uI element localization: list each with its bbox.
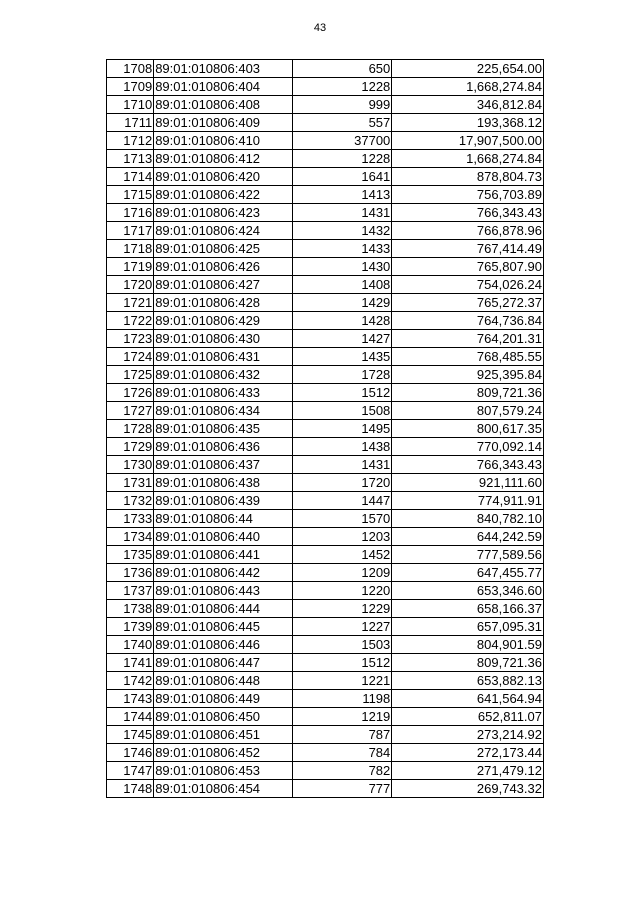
value-cell: 764,736.84 <box>392 312 544 330</box>
cadastral-number-cell: 89:01:010806:430 <box>154 330 293 348</box>
table-row <box>107 168 544 186</box>
value-cell: 764,201.31 <box>392 330 544 348</box>
table-row <box>107 636 544 654</box>
row-number-cell: 1723 <box>107 330 154 348</box>
row-number-cell: 1710 <box>107 96 154 114</box>
row-number-cell: 1713 <box>107 150 154 168</box>
area-cell: 1430 <box>292 258 391 276</box>
cadastral-number-cell: 89:01:010806:447 <box>154 654 293 672</box>
value-cell: 921,111.60 <box>392 474 544 492</box>
table-row <box>107 258 544 276</box>
cadastral-number-cell: 89:01:010806:438 <box>154 474 293 492</box>
row-number-cell: 1735 <box>107 546 154 564</box>
value-cell: 1,668,274.84 <box>392 150 544 168</box>
area-cell: 1452 <box>292 546 391 564</box>
cadastral-number-cell: 89:01:010806:408 <box>154 96 293 114</box>
value-cell: 272,173.44 <box>392 744 544 762</box>
row-number-cell: 1708 <box>107 60 154 78</box>
table-row <box>107 564 544 582</box>
area-cell: 1433 <box>292 240 391 258</box>
value-cell: 225,654.00 <box>392 60 544 78</box>
table-row <box>107 384 544 402</box>
page-number: 43 <box>313 22 327 34</box>
data-table <box>106 59 544 798</box>
table-row <box>107 294 544 312</box>
value-cell: 777,589.56 <box>392 546 544 564</box>
row-number-cell: 1736 <box>107 564 154 582</box>
area-cell: 1438 <box>292 438 391 456</box>
area-cell: 782 <box>292 762 391 780</box>
cadastral-number-cell: 89:01:010806:444 <box>154 600 293 618</box>
area-cell: 1229 <box>292 600 391 618</box>
area-cell: 1429 <box>292 294 391 312</box>
row-number-cell: 1716 <box>107 204 154 222</box>
area-cell: 1512 <box>292 384 391 402</box>
row-number-cell: 1731 <box>107 474 154 492</box>
table-row <box>107 510 544 528</box>
value-cell: 754,026.24 <box>392 276 544 294</box>
area-cell: 787 <box>292 726 391 744</box>
table-row <box>107 240 544 258</box>
row-number-cell: 1721 <box>107 294 154 312</box>
table-row <box>107 546 544 564</box>
value-cell: 765,807.90 <box>392 258 544 276</box>
cadastral-number-cell: 89:01:010806:434 <box>154 402 293 420</box>
value-cell: 766,343.43 <box>392 456 544 474</box>
cadastral-number-cell: 89:01:010806:433 <box>154 384 293 402</box>
row-number-cell: 1745 <box>107 726 154 744</box>
table-body <box>107 60 544 798</box>
value-cell: 878,804.73 <box>392 168 544 186</box>
area-cell: 1432 <box>292 222 391 240</box>
area-cell: 784 <box>292 744 391 762</box>
value-cell: 653,882.13 <box>392 672 544 690</box>
value-cell: 647,455.77 <box>392 564 544 582</box>
table-row <box>107 186 544 204</box>
area-cell: 1435 <box>292 348 391 366</box>
row-number-cell: 1741 <box>107 654 154 672</box>
row-number-cell: 1748 <box>107 780 154 798</box>
cadastral-number-cell: 89:01:010806:420 <box>154 168 293 186</box>
cadastral-number-cell: 89:01:010806:423 <box>154 204 293 222</box>
table-row <box>107 492 544 510</box>
cadastral-number-cell: 89:01:010806:454 <box>154 780 293 798</box>
cadastral-number-cell: 89:01:010806:425 <box>154 240 293 258</box>
row-number-cell: 1734 <box>107 528 154 546</box>
table-row <box>107 402 544 420</box>
table-row <box>107 690 544 708</box>
table-row <box>107 438 544 456</box>
row-number-cell: 1732 <box>107 492 154 510</box>
area-cell: 37700 <box>292 132 391 150</box>
area-cell: 1228 <box>292 78 391 96</box>
row-number-cell: 1733 <box>107 510 154 528</box>
cadastral-number-cell: 89:01:010806:412 <box>154 150 293 168</box>
cadastral-number-cell: 89:01:010806:452 <box>154 744 293 762</box>
area-cell: 1228 <box>292 150 391 168</box>
row-number-cell: 1727 <box>107 402 154 420</box>
value-cell: 644,242.59 <box>392 528 544 546</box>
cadastral-number-cell: 89:01:010806:424 <box>154 222 293 240</box>
cadastral-number-cell: 89:01:010806:448 <box>154 672 293 690</box>
value-cell: 17,907,500.00 <box>392 132 544 150</box>
cadastral-number-cell: 89:01:010806:432 <box>154 366 293 384</box>
area-cell: 1641 <box>292 168 391 186</box>
cadastral-number-cell: 89:01:010806:431 <box>154 348 293 366</box>
row-number-cell: 1712 <box>107 132 154 150</box>
area-cell: 1413 <box>292 186 391 204</box>
table-row <box>107 474 544 492</box>
cadastral-number-cell: 89:01:010806:449 <box>154 690 293 708</box>
area-cell: 1408 <box>292 276 391 294</box>
area-cell: 1720 <box>292 474 391 492</box>
area-cell: 557 <box>292 114 391 132</box>
value-cell: 273,214.92 <box>392 726 544 744</box>
area-cell: 1431 <box>292 204 391 222</box>
value-cell: 269,743.32 <box>392 780 544 798</box>
cadastral-number-cell: 89:01:010806:443 <box>154 582 293 600</box>
value-cell: 641,564.94 <box>392 690 544 708</box>
value-cell: 767,414.49 <box>392 240 544 258</box>
row-number-cell: 1737 <box>107 582 154 600</box>
value-cell: 807,579.24 <box>392 402 544 420</box>
row-number-cell: 1715 <box>107 186 154 204</box>
table-row <box>107 96 544 114</box>
table-row <box>107 312 544 330</box>
table-row <box>107 114 544 132</box>
row-number-cell: 1722 <box>107 312 154 330</box>
table-row <box>107 78 544 96</box>
value-cell: 766,878.96 <box>392 222 544 240</box>
table-row <box>107 708 544 726</box>
table-row <box>107 600 544 618</box>
table-row <box>107 528 544 546</box>
cadastral-number-cell: 89:01:010806:436 <box>154 438 293 456</box>
table-row <box>107 366 544 384</box>
value-cell: 271,479.12 <box>392 762 544 780</box>
value-cell: 657,095.31 <box>392 618 544 636</box>
table-row <box>107 654 544 672</box>
cadastral-number-cell: 89:01:010806:409 <box>154 114 293 132</box>
area-cell: 1203 <box>292 528 391 546</box>
cadastral-number-cell: 89:01:010806:403 <box>154 60 293 78</box>
area-cell: 1495 <box>292 420 391 438</box>
row-number-cell: 1742 <box>107 672 154 690</box>
table-row <box>107 132 544 150</box>
value-cell: 800,617.35 <box>392 420 544 438</box>
value-cell: 756,703.89 <box>392 186 544 204</box>
area-cell: 1220 <box>292 582 391 600</box>
area-cell: 1221 <box>292 672 391 690</box>
area-cell: 1447 <box>292 492 391 510</box>
value-cell: 840,782.10 <box>392 510 544 528</box>
cadastral-number-cell: 89:01:010806:450 <box>154 708 293 726</box>
area-cell: 1570 <box>292 510 391 528</box>
table-row <box>107 618 544 636</box>
area-cell: 650 <box>292 60 391 78</box>
row-number-cell: 1719 <box>107 258 154 276</box>
area-cell: 1427 <box>292 330 391 348</box>
row-number-cell: 1718 <box>107 240 154 258</box>
cadastral-number-cell: 89:01:010806:441 <box>154 546 293 564</box>
cadastral-number-cell: 89:01:010806:422 <box>154 186 293 204</box>
area-cell: 1728 <box>292 366 391 384</box>
cadastral-number-cell: 89:01:010806:439 <box>154 492 293 510</box>
area-cell: 1227 <box>292 618 391 636</box>
cadastral-number-cell: 89:01:010806:451 <box>154 726 293 744</box>
area-cell: 1219 <box>292 708 391 726</box>
value-cell: 768,485.55 <box>392 348 544 366</box>
cadastral-number-cell: 89:01:010806:404 <box>154 78 293 96</box>
row-number-cell: 1729 <box>107 438 154 456</box>
table-row <box>107 672 544 690</box>
row-number-cell: 1747 <box>107 762 154 780</box>
value-cell: 346,812.84 <box>392 96 544 114</box>
cadastral-number-cell: 89:01:010806:426 <box>154 258 293 276</box>
table-row <box>107 222 544 240</box>
row-number-cell: 1726 <box>107 384 154 402</box>
value-cell: 1,668,274.84 <box>392 78 544 96</box>
table-row <box>107 420 544 438</box>
row-number-cell: 1724 <box>107 348 154 366</box>
cadastral-number-cell: 89:01:010806:453 <box>154 762 293 780</box>
area-cell: 1503 <box>292 636 391 654</box>
table-row <box>107 276 544 294</box>
area-cell: 777 <box>292 780 391 798</box>
row-number-cell: 1717 <box>107 222 154 240</box>
table-row <box>107 780 544 798</box>
row-number-cell: 1730 <box>107 456 154 474</box>
value-cell: 652,811.07 <box>392 708 544 726</box>
table-row <box>107 582 544 600</box>
value-cell: 925,395.84 <box>392 366 544 384</box>
value-cell: 653,346.60 <box>392 582 544 600</box>
cadastral-number-cell: 89:01:010806:428 <box>154 294 293 312</box>
table-row <box>107 348 544 366</box>
cadastral-number-cell: 89:01:010806:429 <box>154 312 293 330</box>
table-row <box>107 204 544 222</box>
row-number-cell: 1714 <box>107 168 154 186</box>
cadastral-number-cell: 89:01:010806:442 <box>154 564 293 582</box>
cadastral-number-cell: 89:01:010806:427 <box>154 276 293 294</box>
row-number-cell: 1739 <box>107 618 154 636</box>
table-row <box>107 762 544 780</box>
value-cell: 193,368.12 <box>392 114 544 132</box>
area-cell: 1508 <box>292 402 391 420</box>
area-cell: 1198 <box>292 690 391 708</box>
cadastral-number-cell: 89:01:010806:445 <box>154 618 293 636</box>
value-cell: 804,901.59 <box>392 636 544 654</box>
cadastral-number-cell: 89:01:010806:437 <box>154 456 293 474</box>
row-number-cell: 1711 <box>107 114 154 132</box>
row-number-cell: 1746 <box>107 744 154 762</box>
value-cell: 766,343.43 <box>392 204 544 222</box>
table-row <box>107 744 544 762</box>
table-row <box>107 150 544 168</box>
value-cell: 774,911.91 <box>392 492 544 510</box>
cadastral-number-cell: 89:01:010806:446 <box>154 636 293 654</box>
table-row <box>107 330 544 348</box>
value-cell: 658,166.37 <box>392 600 544 618</box>
row-number-cell: 1744 <box>107 708 154 726</box>
value-cell: 770,092.14 <box>392 438 544 456</box>
row-number-cell: 1743 <box>107 690 154 708</box>
cadastral-number-cell: 89:01:010806:410 <box>154 132 293 150</box>
value-cell: 809,721.36 <box>392 654 544 672</box>
row-number-cell: 1709 <box>107 78 154 96</box>
area-cell: 1428 <box>292 312 391 330</box>
cadastral-number-cell: 89:01:010806:44 <box>154 510 293 528</box>
row-number-cell: 1725 <box>107 366 154 384</box>
row-number-cell: 1728 <box>107 420 154 438</box>
cadastral-number-cell: 89:01:010806:435 <box>154 420 293 438</box>
value-cell: 809,721.36 <box>392 384 544 402</box>
value-cell: 765,272.37 <box>392 294 544 312</box>
table-row <box>107 726 544 744</box>
cadastral-number-cell: 89:01:010806:440 <box>154 528 293 546</box>
table-row <box>107 60 544 78</box>
area-cell: 999 <box>292 96 391 114</box>
row-number-cell: 1740 <box>107 636 154 654</box>
area-cell: 1209 <box>292 564 391 582</box>
area-cell: 1431 <box>292 456 391 474</box>
table-row <box>107 456 544 474</box>
row-number-cell: 1720 <box>107 276 154 294</box>
row-number-cell: 1738 <box>107 600 154 618</box>
area-cell: 1512 <box>292 654 391 672</box>
